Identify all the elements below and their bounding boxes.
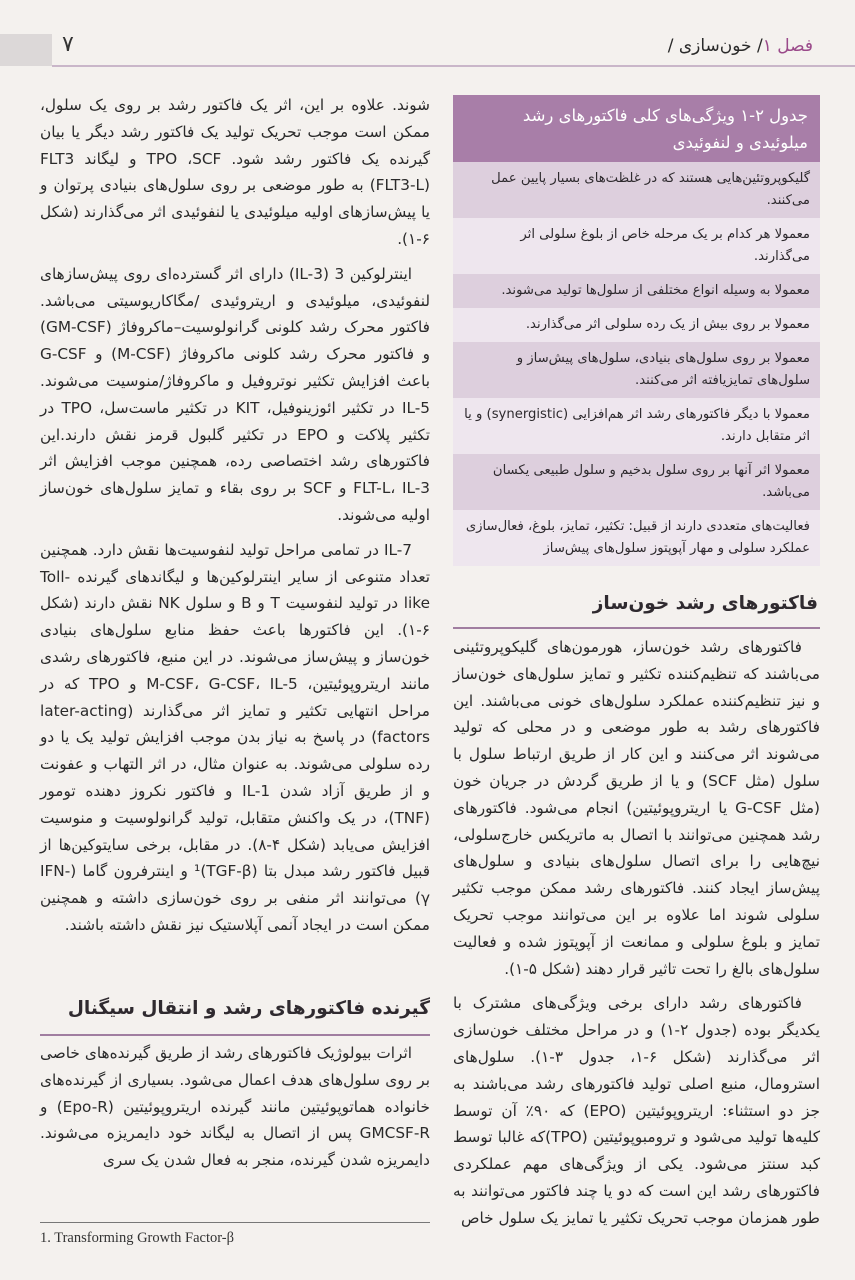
table-title: جدول ۲-۱ ویژگی‌های کلی فاکتورهای رشد میلوئیدی و لنفوئیدی bbox=[453, 95, 820, 162]
table-row: معمولا به وسیله انواع مختلفی از سلول‌ها تولید می‌شوند. bbox=[453, 274, 820, 308]
header-tab-marker bbox=[0, 34, 52, 66]
running-header bbox=[668, 36, 813, 56]
table-row: معمولا با دیگر فاکتورهای رشد اثر هم‌افزایی (synergistic) و یا اثر متقابل دارند. bbox=[453, 398, 820, 454]
left-column bbox=[40, 92, 430, 947]
table-row: معمولا بر روی سلول‌های بنیادی، سلول‌های پیش‌ساز و سلول‌های تمایزیافته اثر می‌کنند. bbox=[453, 342, 820, 398]
section-rule bbox=[40, 1034, 430, 1036]
footnote: 1. Transforming Growth Factor-β bbox=[40, 1230, 234, 1246]
chapter-title: / خون‌سازی / bbox=[667, 36, 763, 56]
page-number: ۷ bbox=[62, 32, 74, 57]
table-2-1 bbox=[453, 95, 820, 566]
table-row: معمولا هر کدام بر یک مرحله خاص از بلوغ سلولی اثر می‌گذارند. bbox=[453, 218, 820, 274]
table-row: معمولا بر روی بیش از یک رده سلولی اثر می‌گذارند. bbox=[453, 308, 820, 342]
paragraph: IL-7 در تمامی مراحل تولید لنفوسیت‌ها نقش دارد. همچنین تعداد متنوعی از سایر اینترلوکین‌ها و لیگاندهای گیرنده Toll-like در تولید لنفوسیت T و B و سلول NK نقش دارند (شکل ۶-۱). این فاکتورها باعث حفظ منابع سلول‌های بنیادی خون‌ساز و پیش‌ساز می‌شوند. در این منبع، فاکتورهای رشدی مانند اریتروپوئیتین، M-CSF، G-CSF، IL-5 و TPO که در مراحل انتهایی تکثیر و تمایز اثر می‌گذارند (later-acting factors) در پاسخ به نیاز بدن موجب افزایش تولید یک یا دو رده سلولی می‌شوند. به عنوان مثال، در اثر التهاب و عفونت و از طریق آزاد شدن IL-1 و فاکتور نکروز دهنده تومور (TNF)، در یک واکنش متقابل، تولید گرانولوسیت و منوسیت افزایش می‌یابد (شکل ۴-۸). در مقابل، برخی سایتوکین‌ها از قبیل فاکتور رشد مبدل بتا (TGF-β)¹ و اینترفرون گاما (IFN-γ) می‌توانند اثر منفی بر روی خون‌سازی داشته و همچنین ممکن است در ایجاد آنمی آپلاستیک نیز نقش داشته باشند. bbox=[40, 540, 431, 934]
section-title-growth-factors: فاکتورهای رشد خون‌ساز bbox=[592, 593, 818, 614]
header-rule bbox=[52, 65, 855, 67]
section-rule bbox=[453, 627, 820, 629]
paragraph: فاکتورهای رشد دارای برخی ویژگی‌های مشترک با یکدیگر بوده (جدول ۲-۱) و در مراحل مختلف خون‌سازی اثر می‌گذارند (شکل ۶-۱، جدول ۳-۱). سلول‌های استرومال، منبع اصلی تولید فاکتورهای رشد می‌باشند به جز دو استثناء: اریتروپوئیتین (EPO) که ۹۰٪ آن توسط کلیه‌ها تولید می‌شود و ترومبوپوئیتین (TPO)که غالبا توسط کبد سنتز می‌شود. یکی از ویژگی‌های مهم عملکردی فاکتورهای رشد این است که دو یا چند فاکتور می‌توانند به طور همزمان موجب تحریک تکثیر یا تمایز یک سلول خاص bbox=[453, 994, 821, 1227]
table-row: فعالیت‌های متعددی دارند از قبیل: تکثیر، تمایز، بلوغ، فعال‌سازی عملکرد سلولی و مهار آپوپتوز سلول‌های پیش‌ساز bbox=[453, 510, 820, 566]
paragraph: اثرات بیولوژیک فاکتورهای رشد از طریق گیرنده‌های خاصی بر روی سلول‌های هدف اعمال می‌شود. بسیاری از گیرنده‌های خانواده هماتوپوئیتین مانند گیرنده اریتروپوئیتین (Epo-R) و GMCSF-R پس از اتصال به لیگاند خود دایمریزه می‌شوند. دایمریزه شدن گیرنده، منجر به فعال شدن یک سری bbox=[40, 1044, 431, 1170]
section-title-receptors: گیرنده فاکتورهای رشد و انتقال سیگنال bbox=[67, 998, 430, 1019]
paragraph: اینترلوکین 3 (IL-3) دارای اثر گسترده‌ای روی پیش‌سازهای لنفوئیدی، میلوئیدی و اریتروئیدی /مگاکاریوسیتی می‌باشد. فاکتور محرک رشد کلونی گرانولوسیت–ماکروفاژ (GM-CSF) و فاکتور محرک رشد کلونی ماکروفاژ (M-CSF) و G-CSF باعث افزایش تکثیر نوتروفیل و ماکروفاژ/منوسیت می‌شوند. IL-5 در تکثیر ائوزینوفیل، KIT در تکثیر ماست‌سل، TPO در تکثیر پلاکت و EPO در تکثیر گلبول قرمز نقش دارند.این فاکتورهای رشد اختصاصی رده، همچنین موجب افزایش اثر FLT-L، IL-3 و SCF بر روی بقاء و تمایز سلول‌های خون‌ساز اولیه می‌شوند. bbox=[40, 264, 430, 524]
receptors-section-body bbox=[40, 1040, 430, 1182]
right-column bbox=[453, 634, 820, 1240]
footnote-rule bbox=[40, 1222, 430, 1223]
table-row: معمولا اثر آنها بر روی سلول بدخیم و سلول طبیعی یکسان می‌باشد. bbox=[453, 454, 820, 510]
table-row: گلیکوپروتئین‌هایی هستند که در غلظت‌های بسیار پایین عمل می‌کنند. bbox=[453, 162, 820, 218]
paragraph: شوند. علاوه بر این، اثر یک فاکتور رشد بر روی یک سلول، ممکن است موجب تحریک تولید یک فاکتور رشد دیگر یا بیان گیرنده یک فاکتور رشد شود. TPO ،SCF و لیگاند FLT3 (FLT3-L) به طور موضعی بر روی سلول‌های بنیادی پرتوان و یا پیش‌سازهای اولیه میلوئیدی یا لنفوئیدی اثر می‌گذارند (شکل ۶-۱). bbox=[40, 96, 430, 248]
chapter-label: فصل ۱ bbox=[762, 36, 813, 56]
paragraph: فاکتورهای رشد خون‌ساز، هورمون‌های گلیکوپروتئینی می‌باشند که تنظیم‌کننده تکثیر و تمایز سلول‌های خون‌ساز و نیز تنظیم‌کننده عملکرد سلول‌های خونی می‌باشند. این فاکتورهای رشد به طور موضعی و در محلی که تولید می‌شوند اثر می‌کنند و این کار از طریق ارتباط سلول با سلول (مثل SCF) و یا از طریق گردش در جریان خون (مثل G-CSF یا اریتروپوئیتین) انجام می‌شود. فاکتورهای رشد همچنین می‌توانند با اتصال به ماتریکس خارج‌سلولی، نیچ‌هایی را برای اتصال سلول‌های بنیادی و سلول‌های پیش‌ساز ایجاد کنند. فاکتورهای رشد ممکن موجب تکثیر سلولی شوند اما علاوه بر این می‌توانند موجب تحریک تمایز و بلوغ سلولی و ممانعت از آپوپتوز شده و فعالیت سلول‌های بالغ را تحت تاثیر قرار دهند (شکل ۵-۱). bbox=[453, 638, 820, 978]
